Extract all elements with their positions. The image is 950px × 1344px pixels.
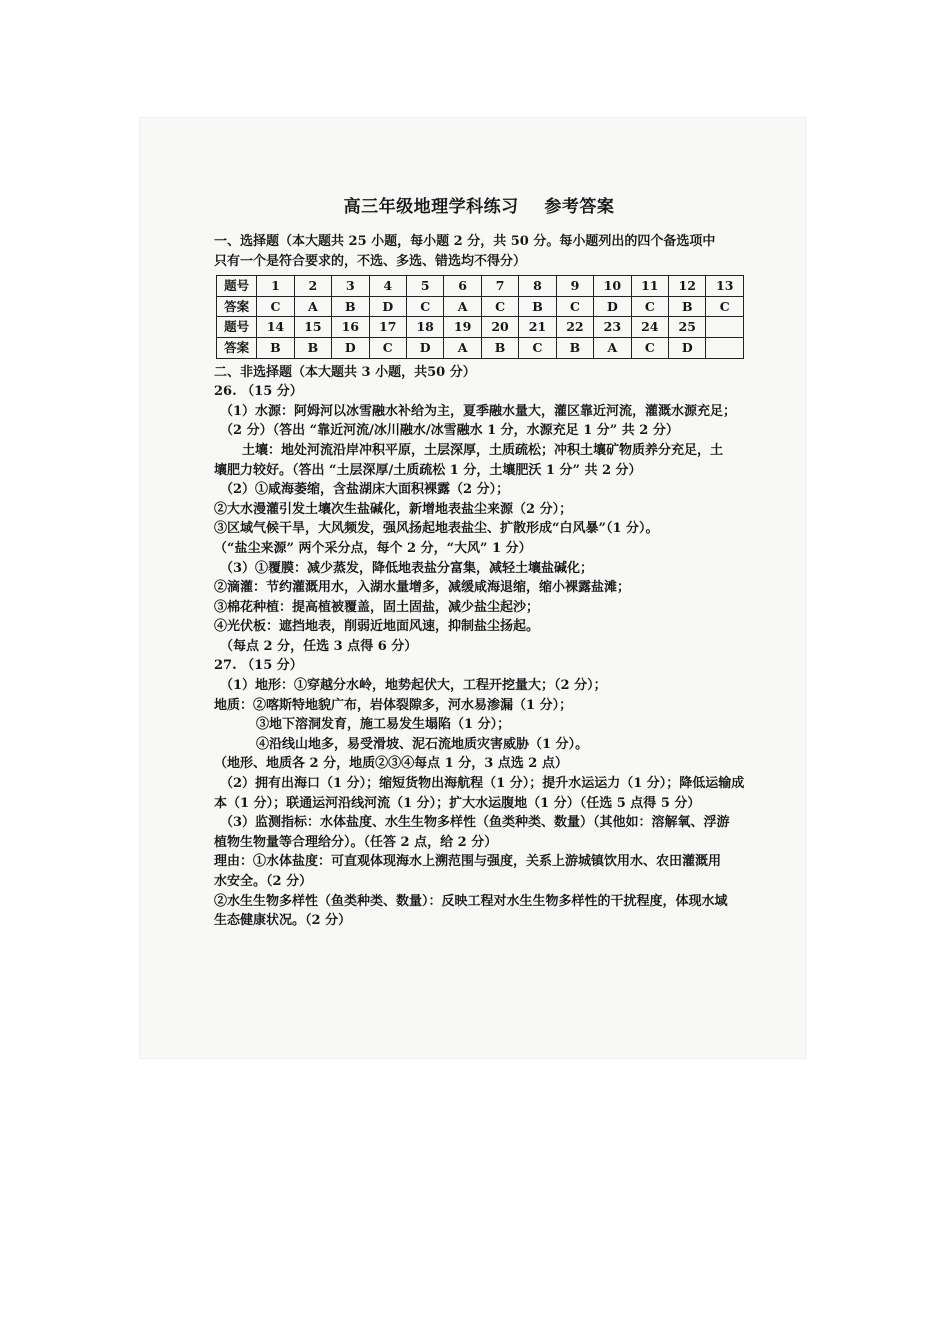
q27-line: ②水生生物多样性（鱼类种类、数量）：反映工程对水生生物多样性的干扰程度，体现水域 [214, 893, 728, 909]
q26-line: 壤肥力较好。（答出 “土层深厚/土质疏松 1 分，土壤肥沃 1 分” 共 2 分） [214, 462, 642, 478]
answer-table-cell: 24 [631, 317, 668, 338]
answer-table-cell: 8 [519, 276, 556, 297]
answer-table-row [217, 317, 744, 338]
answer-table-cell: B [294, 337, 331, 358]
answer-table-cell: C [631, 337, 668, 358]
answer-table-cell: 19 [444, 317, 481, 338]
q27-line: 地质：②喀斯特地貌广布，岩体裂隙多，河水易渗漏（1 分）； [214, 697, 573, 713]
answer-table-cell: 14 [257, 317, 294, 338]
answer-table-cell: 23 [594, 317, 631, 338]
q27-line: 本（1 分）；联通运河沿线河流（1 分）；扩大水运腹地（1 分）（任选 5 点得 5 分） [214, 795, 701, 811]
q26-line: ③棉花种植：提高植被覆盖，固土固盐，减少盐尘起沙； [214, 599, 540, 615]
answer-table-cell: 4 [369, 276, 406, 297]
answer-table-cell: 16 [332, 317, 369, 338]
answer-table-row-header: 题号 [217, 317, 257, 338]
answer-table-cell: C [406, 296, 443, 317]
section1-intro-line1: 一、选择题（本大题共 25 小题，每小题 2 分，共 50 分。每小题列出的四个备选项中 [214, 234, 716, 249]
q27-line: ④沿线山地多，易受滑坡、泥石流地质灾害威胁（1 分）。 [256, 736, 589, 752]
q27-line: 理由：①水体盐度：可直观体现海水上溯范围与强度，关系上游城镇饮用水、农田灌溉用 [214, 854, 722, 870]
answer-table-cell: B [669, 296, 706, 317]
q26-line: （2）①咸海萎缩，含盐湖床大面积裸露（2 分）； [220, 482, 510, 498]
page-title: 高三年级地理学科练习 参考答案 [343, 197, 615, 217]
q26-line: （每点 2 分，任选 3 点得 6 分） [220, 638, 418, 654]
q27-line: （地形、地质各 2 分，地质②③④每点 1 分，3 点选 2 点） [214, 756, 568, 772]
answer-table-row-header: 答案 [217, 337, 257, 358]
q26-line: （“盐尘来源” 两个采分点，每个 2 分，“大风” 1 分） [214, 540, 532, 556]
q26-line: （3）①覆膜：减少蒸发，降低地表盐分富集，减轻土壤盐碱化； [220, 560, 594, 576]
q26-line: 土壤：地处河流沿岸冲积平原，土层深厚，土质疏松；冲积土壤矿物质养分充足，土 [242, 442, 724, 458]
answer-table-cell: 20 [481, 317, 518, 338]
answer-table-row-header: 题号 [217, 276, 257, 297]
answer-table-cell: B [257, 337, 294, 358]
answer-table-cell: A [444, 337, 481, 358]
q27-line: ③地下溶洞发育，施工易发生塌陷（1 分）； [256, 717, 511, 733]
q26-line: ②滴灌：节约灌溉用水，入湖水量增多，减缓咸海退缩，缩小裸露盐滩； [214, 580, 631, 596]
answer-table-cell: 3 [332, 276, 369, 297]
answer-table-cell: 10 [594, 276, 631, 297]
answer-table-cell: C [369, 337, 406, 358]
answer-table-cell: 5 [406, 276, 443, 297]
answer-table-cell: 2 [294, 276, 331, 297]
answer-table-cell [706, 317, 744, 338]
answer-table-cell: D [406, 337, 443, 358]
q26-line: （1）水源：阿姆河以冰雪融水补给为主，夏季融水量大，灌区靠近河流，灌溉水源充足； [220, 403, 737, 419]
answer-sheet [214, 196, 744, 931]
answer-table-cell: 21 [519, 317, 556, 338]
answer-table [216, 275, 744, 358]
q27-line: 水安全。（2 分） [214, 874, 313, 889]
answer-table-cell: 17 [369, 317, 406, 338]
answer-table-cell: B [332, 296, 369, 317]
answer-table-cell: 9 [556, 276, 593, 297]
answer-table-row-header: 答案 [217, 296, 257, 317]
answer-table-cell: C [706, 296, 744, 317]
section1-intro-line2: 只有一个是符合要求的，不选、多选、错选均不得分） [214, 253, 527, 269]
q26-heading: 26. （15 分） [214, 384, 303, 400]
answer-table-cell: 12 [669, 276, 706, 297]
answer-table-row [217, 296, 744, 317]
q26-line: ④光伏板：遮挡地表，削弱近地面风速，抑制盐尘扬起。 [214, 619, 540, 635]
answer-table-cell: A [444, 296, 481, 317]
answer-table-cell: 15 [294, 317, 331, 338]
answer-table-cell: 1 [257, 276, 294, 297]
answer-table-cell [706, 337, 744, 358]
answer-table-cell: 7 [481, 276, 518, 297]
q27-heading: 27. （15 分） [214, 658, 303, 674]
answer-table-cell: D [369, 296, 406, 317]
answer-table-cell: 18 [406, 317, 443, 338]
q27-line: （1）地形：①穿越分水岭，地势起伏大，工程开挖量大；（2 分）； [220, 678, 607, 694]
section2-heading: 二、非选择题（本大题共 3 小题，共50 分） [214, 364, 476, 380]
answer-table-cell: B [519, 296, 556, 317]
q26-line: （2 分）（答出 “靠近河流/冰川融水/冰雪融水 1 分，水源充足 1 分” 共 2 分） [220, 423, 679, 439]
q27-line: （3）监测指标：水体盐度、水生生物多样性（鱼类种类、数量）（其他如：溶解氧、浮游 [220, 815, 730, 831]
q27-line: 生态健康状况。（2 分） [214, 913, 352, 929]
q26-line: ②大水漫灌引发土壤次生盐碱化，新增地表盐尘来源（2 分）； [214, 501, 573, 517]
answer-table-cell: A [294, 296, 331, 317]
answer-table-cell: 11 [631, 276, 668, 297]
answer-table-cell: 22 [556, 317, 593, 338]
answer-table-cell: D [594, 296, 631, 317]
answer-table-cell: D [332, 337, 369, 358]
answer-table-cell: C [519, 337, 556, 358]
answer-table-row [217, 337, 744, 358]
answer-table-cell: C [556, 296, 593, 317]
answer-table-cell: A [594, 337, 631, 358]
q26-line: ③区域气候干旱，大风频发，强风扬起地表盐尘、扩散形成“白风暴”（1 分）。 [214, 521, 659, 537]
answer-table-cell: D [669, 337, 706, 358]
answer-table-cell: C [631, 296, 668, 317]
q27-line: （2）拥有出海口（1 分）；缩短货物出海航程（1 分）；提升水运运力（1 分）；降低运输成 [220, 776, 745, 792]
answer-table-row [217, 276, 744, 297]
answer-table-cell: 6 [444, 276, 481, 297]
answer-table-cell: 13 [706, 276, 744, 297]
answer-table-cell: B [481, 337, 518, 358]
answer-table-cell: 25 [669, 317, 706, 338]
answer-table-cell: C [257, 296, 294, 317]
answer-table-cell: B [556, 337, 593, 358]
q27-line: 植物生物量等合理给分）。（任答 2 点，给 2 分） [214, 834, 498, 850]
answer-table-cell: C [481, 296, 518, 317]
